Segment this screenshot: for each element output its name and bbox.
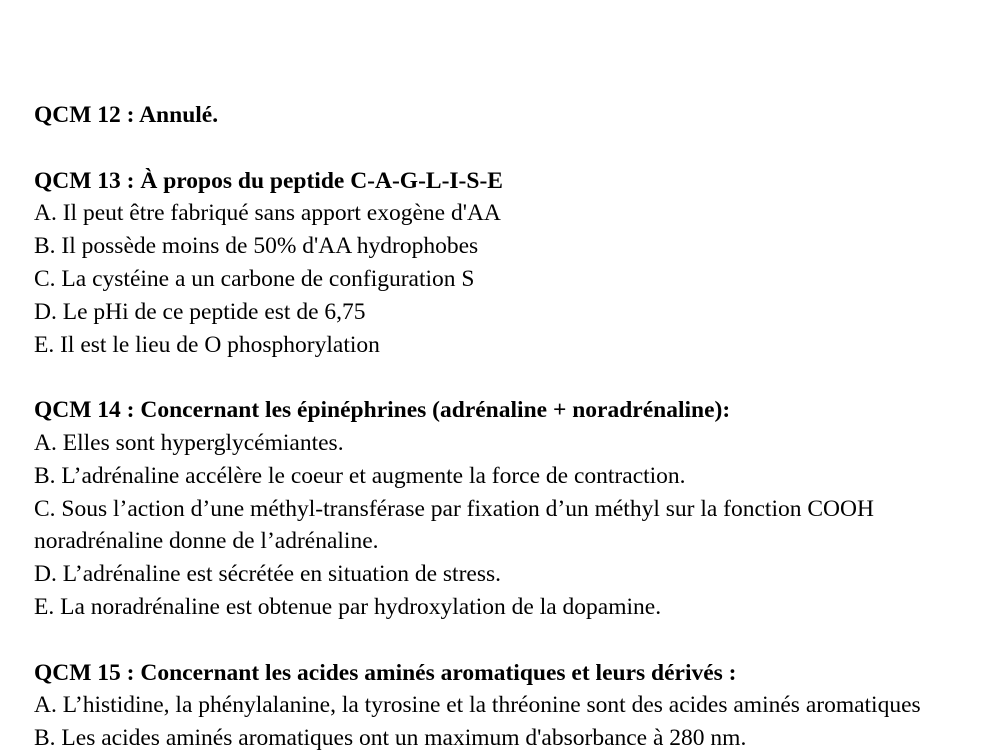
paragraph-spacer <box>34 132 1000 165</box>
question-title: QCM 13 : À propos du peptide C-A-G-L-I-S-E <box>34 167 503 194</box>
answer-option: D. L’adrénaline est sécrétée en situation de stress. <box>34 561 502 588</box>
paragraph-spacer <box>34 361 1000 394</box>
question-block <box>34 657 1000 755</box>
answer-option: B. Les acides aminés aromatiques ont un maximum d'absorbance à 280 nm. <box>34 725 747 752</box>
answer-option-continuation: noradrénaline donne de l’adrénaline. <box>34 528 379 555</box>
question-title: QCM 12 : Annulé. <box>34 102 219 128</box>
answer-option: A. Il peut être fabriqué sans apport exogène d'AA <box>34 200 501 227</box>
answer-option: C. La cystéine a un carbone de configuration S <box>34 265 475 292</box>
answer-option: E. La noradrénaline est obtenue par hydroxylation de la dopamine. <box>34 593 662 620</box>
paragraph-spacer <box>34 624 1000 657</box>
answer-option: B. Il possède moins de 50% d'AA hydrophobes <box>34 233 479 260</box>
answer-option: B. L’adrénaline accélère le coeur et augmente la force de contraction. <box>34 462 686 489</box>
document-page <box>34 99 1000 755</box>
answer-option: A. L’histidine, la phénylalanine, la tyrosine et la thréonine sont des acides aminés aromatiques <box>34 692 921 719</box>
answer-option: A. Elles sont hyperglycémiantes. <box>34 429 344 456</box>
question-title: QCM 15 : Concernant les acides aminés aromatiques et leurs dérivés : <box>34 659 737 686</box>
answer-option: D. Le pHi de ce peptide est de 6,75 <box>34 298 366 325</box>
answer-option: E. Il est le lieu de O phosphorylation <box>34 331 380 358</box>
question-block <box>34 99 1000 132</box>
question-block <box>34 165 1000 362</box>
answer-option: C. Sous l’action d’une méthyl-transférase par fixation d’un méthyl sur la fonction COOH <box>34 495 874 522</box>
question-title: QCM 14 : Concernant les épinéphrines (adrénaline + noradrénaline): <box>34 397 731 424</box>
question-block <box>34 394 1000 624</box>
